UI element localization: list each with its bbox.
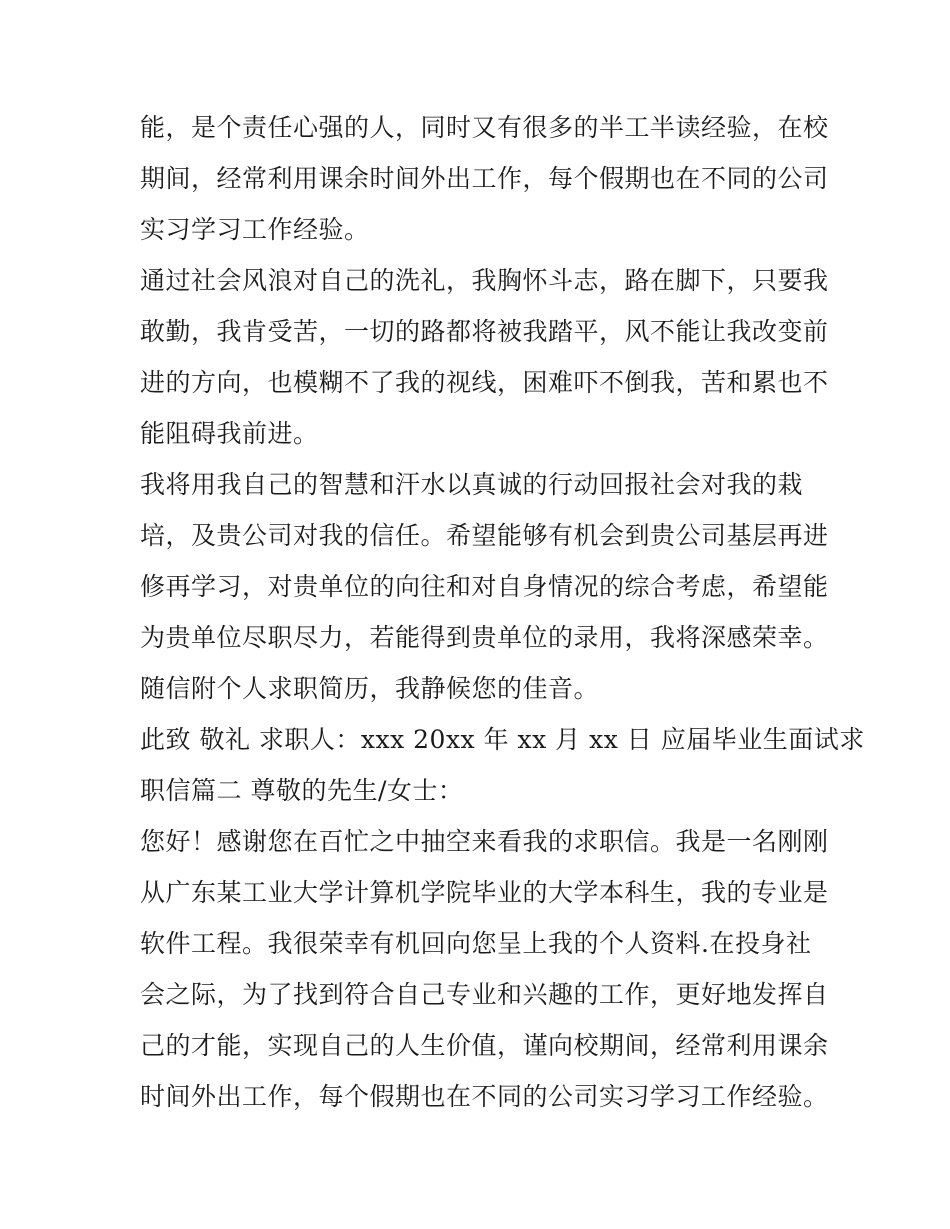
- text-line: 职信篇二 尊敬的先生/女士：: [140, 776, 464, 805]
- text-line: 为贵单位尽职尽力，若能得到贵单位的录用，我将深感荣幸。: [140, 623, 829, 652]
- text-line: 修再学习，对贵单位的向往和对自身情况的综合考虑，希望能: [140, 572, 829, 601]
- text-line: 您好！感谢您在百忙之中抽空来看我的求职信。我是一名刚刚: [140, 827, 829, 856]
- text-line: 进的方向，也模糊不了我的视线，困难吓不倒我，苦和累也不: [140, 368, 829, 397]
- text-line: 从广东某工业大学计算机学院毕业的大学本科生，我的专业是: [140, 878, 829, 907]
- text-line: 敢勤，我肯受苦，一切的路都将被我踏平，风不能让我改变前: [140, 317, 829, 346]
- text-line: 软件工程。我很荣幸有机回向您呈上我的个人资料.在投身社: [140, 929, 812, 958]
- text-line: 随信附个人求职简历，我静候您的佳音。: [140, 674, 600, 703]
- text-line: 我将用我自己的智慧和汗水以真诚的行动回报社会对我的栽: [140, 470, 804, 499]
- document-body: [140, 102, 865, 1122]
- text-line: 会之际，为了找到符合自己专业和兴趣的工作，更好地发挥自: [140, 980, 829, 1009]
- text-line: 通过社会风浪对自己的洗礼，我胸怀斗志，路在脚下，只要我: [140, 266, 829, 295]
- text-line: 时间外出工作，每个假期也在不同的公司实习学习工作经验。: [140, 1082, 829, 1111]
- text-line: 培，及贵公司对我的信任。希望能够有机会到贵公司基层再进: [140, 521, 829, 550]
- text-line: 期间，经常利用课余时间外出工作，每个假期也在不同的公司: [140, 164, 829, 193]
- text-line: 能，是个责任心强的人，同时又有很多的半工半读经验，在校: [140, 113, 829, 142]
- text-line: 己的才能，实现自己的人生价值，谨向校期间，经常利用课余: [140, 1031, 829, 1060]
- text-line: 能阻碍我前进。: [140, 419, 319, 448]
- text-line: 实习学习工作经验。: [140, 215, 370, 244]
- text-line: 此致 敬礼 求职人：xxx 20xx 年 xx 月 xx 日 应届毕业生面试求: [140, 725, 865, 754]
